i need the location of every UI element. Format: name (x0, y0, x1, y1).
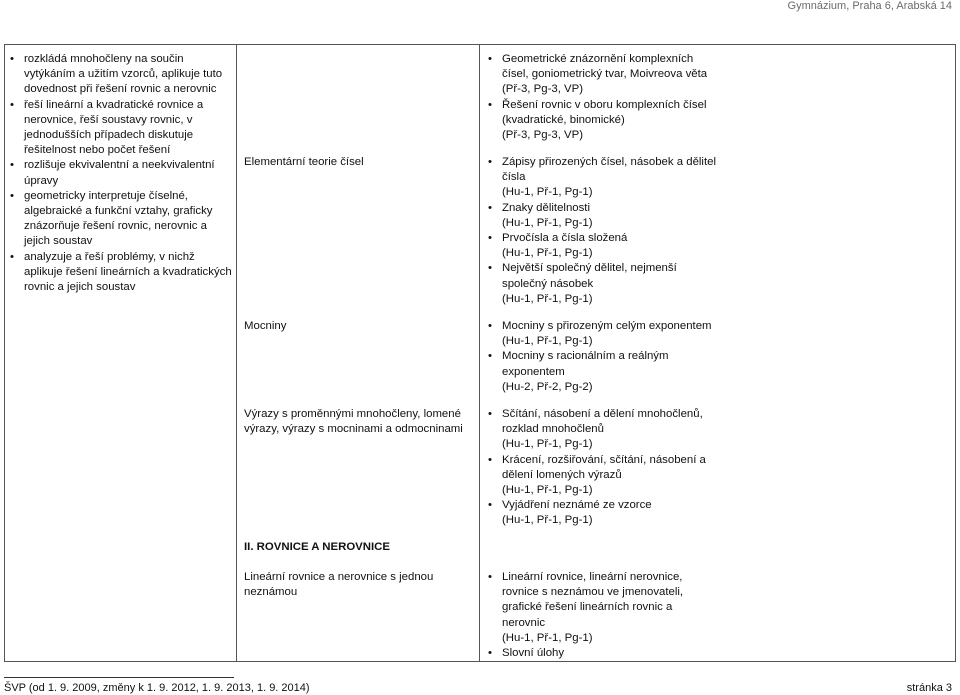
content-item-ref: (Hu-1, Př-1, Pg-1) (502, 438, 593, 451)
topic-mocniny: Mocniny (244, 320, 287, 332)
content-item-ref: (Hu-1, Př-1, Pg-1) (502, 186, 593, 199)
content-mocniny (486, 319, 716, 395)
topic-elementarni: Elementární teorie čísel (244, 156, 364, 168)
content-list (486, 407, 716, 529)
content-item (486, 349, 716, 395)
outcomes-column (8, 52, 234, 295)
content-item (486, 261, 716, 307)
content-item-ref: (Př-3, Pg-3, VP) (502, 83, 584, 96)
column-divider (479, 45, 480, 661)
outcome-item: • řeší lineární a kvadratické rovnice a nerovnice, řeší soustavy rovnic, v jednodušších případech diskutuje řešitelnost nebo počet řešení (8, 98, 234, 159)
content-item (486, 52, 716, 98)
outcomes-list (8, 52, 234, 295)
content-list (486, 155, 716, 307)
outcome-item: • rozlišuje ekvivalentní a neekvivalentní úpravy (8, 158, 234, 188)
content-item (486, 453, 716, 499)
content-list (486, 319, 716, 395)
content-item (486, 155, 716, 201)
content-item (486, 407, 716, 453)
content-item (486, 201, 716, 231)
content-item-text: Sčítání, násobení a dělení mnohočlenů, rozklad mnohočlenů (502, 408, 703, 436)
content-item-text: Geometrické znázornění komplexních čísel, goniometrický tvar, Moivreova věta (502, 53, 708, 81)
page-number: stránka 3 (906, 682, 952, 694)
content-item (486, 319, 716, 349)
content-list (486, 570, 716, 661)
content-item-ref: (Hu-2, Př-2, Pg-2) (502, 380, 593, 393)
content-elementarni (486, 155, 716, 307)
content-vyrazy (486, 407, 716, 529)
column-divider (236, 45, 237, 661)
footer-svp: ŠVP (od 1. 9. 2009, změny k 1. 9. 2012, 1. 9. 2013, 1. 9. 2014) (4, 682, 310, 694)
content-item (486, 98, 716, 144)
footer-divider (4, 677, 234, 678)
content-complex (486, 52, 716, 143)
content-item-ref: (Hu-1, Př-1, Pg-1) (502, 631, 593, 644)
content-item-text: Řešení rovnic v oboru komplexních čísel (kvadratické, binomické) (502, 98, 707, 126)
outcome-item: • analyzuje a řeší problémy, v nichž aplikuje řešení lineárních a kvadratických rovnic a jejich soustav (8, 250, 234, 296)
topic-linearni: Lineární rovnice a nerovnice s jednou neznámou (244, 571, 434, 599)
content-item-ref: (Hu-1, Př-1, Pg-1) (502, 292, 593, 305)
content-item-text: Slovní úlohy (502, 647, 565, 660)
section-heading: II. ROVNICE A NEROVNICE (244, 541, 390, 553)
content-item-ref: (Hu-1, Př-1, Pg-1) (502, 335, 593, 348)
content-item-text: Mocniny s racionálním a reálným exponentem (502, 350, 669, 378)
content-item-ref: (Hu-1, Př-1, Pg-1) (502, 514, 593, 527)
content-item-ref: (Hu-1, Př-1, Pg-1) (502, 216, 593, 229)
content-item-ref: (Př-3, Pg-3, VP) (502, 129, 584, 142)
content-item (486, 646, 716, 661)
outcome-item: • geometricky interpretuje číselné, algebraické a funkční vztahy, graficky znázorňuje řešení rovnic, nerovnic a jejich soustav (8, 189, 234, 250)
content-item-text: Mocniny s přirozeným celým exponentem (502, 320, 712, 332)
content-item (486, 570, 716, 646)
content-item-text: Zápisy přirozených čísel, násobek a dělitel čísla (502, 156, 716, 184)
content-item-text: Největší společný dělitel, nejmenší společný násobek (502, 262, 677, 290)
content-list (486, 52, 716, 143)
content-item-ref: (Hu-1, Př-1, Pg-1) (502, 484, 593, 497)
content-item-text: Krácení, rozšiřování, sčítání, násobení a dělení lomených výrazů (502, 453, 706, 481)
page-header: Gymnázium, Praha 6, Arabská 14 (787, 0, 952, 12)
outcome-item: • rozkládá mnohočleny na součin vytýkáním a užitím vzorců, aplikuje tuto dovednost při řešení rovnic a nerovnic (8, 52, 234, 98)
content-item-ref: (Hu-1, Př-1, Pg-1) (502, 247, 593, 260)
content-item-text: Vyjádření neznámé ze vzorce (502, 499, 652, 512)
content-item (486, 498, 716, 528)
content-item-text: Prvočísla a čísla složená (502, 232, 628, 245)
content-item (486, 231, 716, 261)
content-item-text: Znaky dělitelnosti (502, 201, 591, 214)
content-linearni (486, 570, 716, 661)
content-item-text: Lineární rovnice, lineární nerovnice, rovnice s neznámou ve jmenovateli, grafické řešení lineárních rovnic a nerovnic (502, 571, 684, 629)
topic-vyrazy: Výrazy s proměnnými mnohočleny, lomené výrazy, výrazy s mocninami a odmocninami (244, 408, 463, 436)
